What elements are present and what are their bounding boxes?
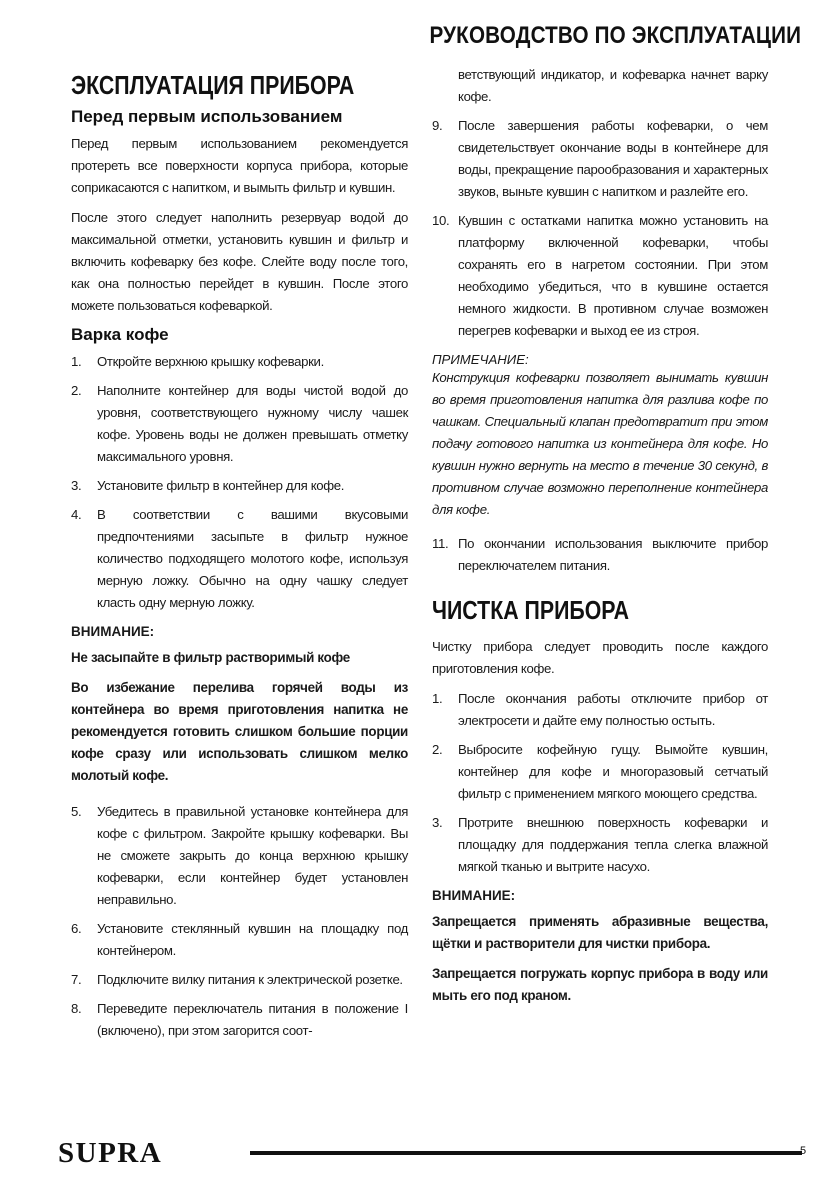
list-text: По окончании использования выключите прибор переключателем питания. bbox=[458, 536, 768, 573]
list-item bbox=[71, 998, 408, 1042]
list-number: 3. bbox=[71, 478, 82, 493]
step-11-list bbox=[432, 533, 768, 577]
list-text: Переведите переключатель питания в положение I (включено), при этом загорится соот- bbox=[97, 1001, 408, 1038]
list-item bbox=[432, 115, 768, 203]
list-number: 2. bbox=[432, 742, 443, 757]
list-text: В соответствии с вашими вкусовыми предпочтениями засыпьте в фильтр нужное количество подходящего молотого кофе, используя мерную ложку. Обычно на одну чашку следует класть одну мерную ложку. bbox=[97, 507, 408, 610]
list-text: Установите фильтр в контейнер для кофе. bbox=[97, 478, 345, 493]
attention-label: ВНИМАНИЕ: bbox=[71, 624, 155, 639]
attention-label: ВНИМАНИЕ: bbox=[432, 888, 516, 903]
list-item bbox=[432, 533, 768, 577]
list-item bbox=[432, 688, 768, 732]
list-number: 2. bbox=[71, 383, 82, 398]
list-text: Протрите внешнюю поверхность кофеварки и площадку для поддержания тепла слегка влажной мягкой тканью и вытрите насухо. bbox=[458, 815, 768, 874]
list-number: 1. bbox=[71, 354, 82, 369]
list-item bbox=[71, 380, 408, 468]
footer-divider bbox=[250, 1151, 802, 1155]
cleaning-steps-list bbox=[432, 688, 768, 878]
subheading-before-first-use: Перед первым использованием bbox=[71, 107, 343, 126]
list-item-continuation bbox=[432, 64, 768, 108]
warning-text: Запрещается применять абразивные вещества, щётки и растворители для чистки прибора. bbox=[432, 914, 768, 951]
list-number: 11. bbox=[432, 536, 449, 551]
list-number: 1. bbox=[432, 691, 443, 706]
section-heading-cleaning: ЧИСТКА ПРИБОРА bbox=[432, 595, 630, 625]
list-number: 9. bbox=[432, 118, 443, 133]
paragraph: Перед первым использованием рекомендуется протереть все поверхности корпуса прибора, которые соприкасаются с напитком, и вымыть фильтр и кувшин. bbox=[71, 136, 408, 195]
section-heading-operation: ЭКСПЛУАТАЦИЯ ПРИБОРА bbox=[71, 70, 355, 100]
note-text: Конструкция кофеварки позволяет вынимать кувшин во время приготовления напитка для разлива кофе по чашкам. Специальный клапан предотвратит при этом подачу готового напитка из контейнера для кофе. Но кувшин нужно вернуть на место в течение 30 секунд, в противном случае возможно переполнение контейнера для кофе. bbox=[432, 370, 768, 517]
brewing-steps-list-continued bbox=[71, 801, 408, 1042]
brewing-steps-list-right bbox=[432, 64, 768, 342]
right-column bbox=[432, 64, 768, 1015]
list-text: Откройте верхнюю крышку кофеварки. bbox=[97, 354, 324, 369]
list-item bbox=[71, 918, 408, 962]
warning-text: Во избежание перелива горячей воды из контейнера во время приготовления напитка не рекомендуется готовить слишком большие порции кофе сразу или использовать слишком мелко молотый кофе. bbox=[71, 680, 408, 783]
list-text: Выбросите кофейную гущу. Вымойте кувшин, контейнер для кофе и многоразовый сетчатый фильтр с применением мягкого моющего средства. bbox=[458, 742, 768, 801]
list-number: 5. bbox=[71, 804, 82, 819]
brand-logo: SUPRA bbox=[58, 1137, 163, 1169]
list-item bbox=[432, 739, 768, 805]
list-number: 10. bbox=[432, 213, 450, 228]
list-number: 6. bbox=[71, 921, 82, 936]
page-number: 5 bbox=[800, 1145, 807, 1157]
list-number: 3. bbox=[432, 815, 443, 830]
paragraph: Чистку прибора следует проводить после каждого приготовления кофе. bbox=[432, 639, 768, 676]
list-text: После окончания работы отключите прибор от электросети и дайте ему полностью остыть. bbox=[458, 691, 768, 728]
subheading-brewing: Варка кофе bbox=[71, 325, 169, 344]
page-footer bbox=[58, 1135, 839, 1175]
list-text: Подключите вилку питания к электрической розетке. bbox=[97, 972, 403, 987]
brewing-steps-list bbox=[71, 351, 408, 614]
list-item bbox=[71, 504, 408, 614]
list-item bbox=[432, 812, 768, 878]
list-text: Наполните контейнер для воды чистой водой до уровня, соответствующего нужному числу чашек кофе. Уровень воды не должен превышать отметку максимального уровня. bbox=[97, 383, 408, 464]
list-text: После завершения работы кофеварки, о чем свидетельствует окончание воды в контейнере для воды, прекращение парообразования и характерных звуков, выньте кувшин с напитком и разлейте его. bbox=[458, 118, 768, 199]
warning-text: Не засыпайте в фильтр растворимый кофе bbox=[71, 650, 350, 665]
list-number: 8. bbox=[71, 1001, 82, 1016]
note-label: ПРИМЕЧАНИЕ: bbox=[432, 352, 529, 367]
list-item bbox=[71, 801, 408, 911]
list-number: 4. bbox=[71, 507, 82, 522]
list-text: Убедитесь в правильной установке контейнера для кофе с фильтром. Закройте крышку кофеварки. Вы не сможете закрыть до конца верхнюю крышку кофеварки, если контейнер будет установлен неправильно. bbox=[97, 804, 408, 907]
list-item bbox=[71, 475, 408, 497]
list-item bbox=[432, 210, 768, 342]
list-text: Кувшин с остатками напитка можно установить на платформу включенной кофеварки, чтобы сохранять его в нагретом состоянии. При этом необходимо убедиться, что в кувшине остается немного жидкости. В противном случае возможен перегрев кофеварки и выход ее из строя. bbox=[458, 213, 768, 338]
list-item bbox=[71, 969, 408, 991]
page-header-title: РУКОВОДСТВО ПО ЭКСПЛУАТАЦИИ bbox=[429, 22, 801, 49]
list-number: 7. bbox=[71, 972, 82, 987]
paragraph: После этого следует наполнить резервуар водой до максимальной отметки, установить кувшин и фильтр и включить кофеварку без кофе. Слейте воду после того, как она полностью перейдет в кувшин. После этого можете пользоваться кофеваркой. bbox=[71, 210, 408, 313]
list-text: ветствующий индикатор, и кофеварка начнет варку кофе. bbox=[458, 67, 768, 104]
list-text: Установите стеклянный кувшин на площадку под контейнером. bbox=[97, 921, 408, 958]
warning-text: Запрещается погружать корпус прибора в воду или мыть его под краном. bbox=[432, 966, 768, 1003]
left-column bbox=[71, 62, 408, 1050]
list-item bbox=[71, 351, 408, 373]
